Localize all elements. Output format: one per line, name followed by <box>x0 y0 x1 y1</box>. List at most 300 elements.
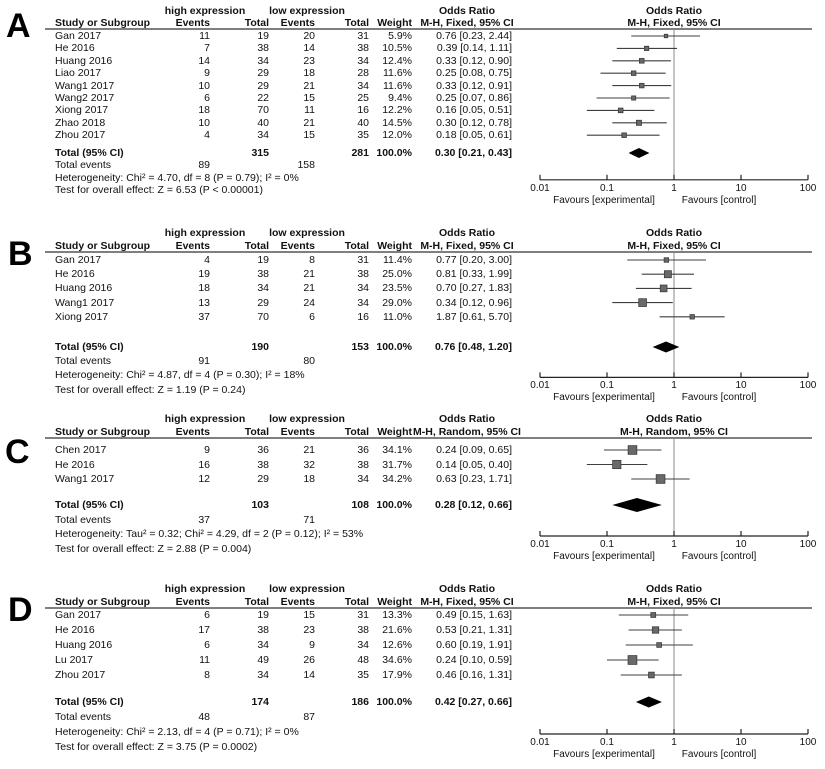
odds-ratio-ci-value: 0.81 [0.33, 1.99] <box>436 268 512 281</box>
events-high-value: 11 <box>199 30 210 42</box>
total-high-value: 38 <box>257 42 269 55</box>
total-low-sum: 108 <box>351 499 369 511</box>
study-name: Lu 2017 <box>55 654 93 666</box>
weight-value: 11.0% <box>383 310 412 323</box>
panel-A <box>0 0 825 222</box>
heterogeneity-text: Heterogeneity: Chi² = 4.70, df = 8 (P = 0.79); I² = 0% <box>55 171 299 184</box>
group-header-low-expression: low expression <box>269 413 345 425</box>
column-header-total-low: Total <box>344 596 369 608</box>
events-low-value: 8 <box>309 254 315 266</box>
odds-ratio-ci-value: 0.63 [0.23, 1.71] <box>436 473 512 485</box>
total-high-value: 34 <box>257 639 269 651</box>
favours-control-label: Favours [control] <box>681 194 757 206</box>
plot-title-odds-ratio: Odds Ratio <box>645 413 702 425</box>
total-high-value: 19 <box>257 609 269 621</box>
favours-control-label: Favours [control] <box>681 551 757 562</box>
axis-tick-label: 0.1 <box>600 182 614 194</box>
study-name: Xiong 2017 <box>55 104 109 117</box>
events-high-value: 13 <box>198 296 210 309</box>
weight-value: 31.7% <box>382 458 412 471</box>
panel-label: A <box>6 7 31 45</box>
total-high-value: 38 <box>257 268 269 281</box>
axis-tick-label: 100 <box>799 380 817 392</box>
total-low-value: 34 <box>357 296 369 309</box>
events-high-value: 12 <box>198 473 210 485</box>
events-low-value: 21 <box>303 444 315 456</box>
favours-experimental-label: Favours [experimental] <box>553 194 655 206</box>
axis-tick-label: 10 <box>735 539 747 550</box>
total-odds-ratio-ci: 0.30 [0.21, 0.43] <box>434 147 512 159</box>
total-row-label: Total (95% CI) <box>55 341 124 353</box>
total-high-value: 22 <box>257 92 269 104</box>
total-low-value: 48 <box>357 654 369 666</box>
weight-value: 21.6% <box>382 624 412 636</box>
total-row-label: Total (95% CI) <box>55 499 124 511</box>
column-header-total-high: Total <box>244 17 269 29</box>
panel-B <box>0 222 825 408</box>
axis-tick-label: 1 <box>671 380 677 392</box>
total-low-value: 34 <box>357 282 369 295</box>
overall-effect-text: Test for overall effect: Z = 6.53 (P < 0.00001) <box>55 184 263 197</box>
column-header-events-low: Events <box>280 17 315 29</box>
axis-tick-label: 0.1 <box>600 539 614 550</box>
axis-tick-label: 100 <box>799 539 817 550</box>
events-low-value: 21 <box>303 268 315 281</box>
column-header-total-low: Total <box>344 17 369 29</box>
weight-value: 14.5% <box>382 116 412 129</box>
events-high-value: 10 <box>198 79 210 92</box>
events-low-value: 18 <box>303 67 315 80</box>
column-header-events-low: Events <box>280 426 315 438</box>
effect-square <box>656 475 665 484</box>
events-high-value: 37 <box>198 310 210 323</box>
total-odds-ratio-ci: 0.42 [0.27, 0.66] <box>434 696 512 708</box>
total-events-label: Total events <box>55 159 112 172</box>
column-header-total-low: Total <box>344 240 369 252</box>
study-name: He 2016 <box>55 268 95 281</box>
total-events-high: 48 <box>198 711 210 723</box>
total-low-value: 40 <box>357 116 369 129</box>
study-name: Zhou 2017 <box>55 129 106 142</box>
group-header-high-expression: high expression <box>164 413 246 425</box>
total-low-value: 31 <box>357 254 369 266</box>
events-high-value: 14 <box>198 54 210 67</box>
axis-tick-label: 100 <box>799 737 817 748</box>
total-low-value: 38 <box>357 42 369 55</box>
total-low-value: 34 <box>357 473 369 485</box>
total-events-low: 87 <box>303 711 315 723</box>
plot-subtitle-method-ci: M-H, Fixed, 95% CI <box>627 17 721 29</box>
total-high-value: 29 <box>257 79 269 92</box>
events-high-value: 16 <box>198 458 210 471</box>
column-header-weight: Weight <box>377 596 412 608</box>
weight-value: 11.4% <box>383 254 412 266</box>
favours-control-label: Favours [control] <box>681 392 757 404</box>
total-low-value: 28 <box>357 67 369 80</box>
study-name: He 2016 <box>55 458 95 471</box>
weight-value: 34.6% <box>382 654 412 666</box>
column-group-odds-ratio: Odds Ratio <box>438 413 495 425</box>
panel-label: D <box>8 591 33 629</box>
effect-square <box>628 656 637 665</box>
total-low-value: 16 <box>357 104 369 117</box>
study-name: Gan 2017 <box>55 254 102 266</box>
weight-value: 17.9% <box>382 669 412 681</box>
weight-value: 12.4% <box>382 54 412 67</box>
odds-ratio-ci-value: 0.49 [0.15, 1.63] <box>436 609 512 621</box>
effect-square <box>660 285 667 292</box>
odds-ratio-ci-value: 0.53 [0.21, 1.31] <box>436 624 512 636</box>
total-low-value: 36 <box>357 444 369 456</box>
total-row-label: Total (95% CI) <box>55 147 124 159</box>
pooled-diamond <box>636 697 662 708</box>
total-low-value: 25 <box>357 92 369 104</box>
total-low-value: 16 <box>357 310 369 323</box>
effect-square <box>639 58 644 63</box>
odds-ratio-ci-value: 0.25 [0.07, 0.86] <box>436 92 512 104</box>
total-high-sum: 315 <box>251 147 269 159</box>
total-weight: 100.0% <box>376 341 412 353</box>
weight-value: 10.5% <box>382 42 412 55</box>
total-low-value: 38 <box>357 624 369 636</box>
column-header-events-low: Events <box>280 596 315 608</box>
odds-ratio-ci-value: 0.34 [0.12, 0.96] <box>436 296 512 309</box>
total-row-label: Total (95% CI) <box>55 696 124 708</box>
weight-value: 29.0% <box>382 296 412 309</box>
group-header-low-expression: low expression <box>269 583 345 595</box>
total-high-sum: 103 <box>251 499 269 511</box>
column-header-method-ci: M-H, Fixed, 95% CI <box>420 240 514 252</box>
events-high-value: 6 <box>204 639 210 651</box>
odds-ratio-ci-value: 0.33 [0.12, 0.90] <box>436 54 512 67</box>
study-name: Zhao 2018 <box>55 116 106 129</box>
heterogeneity-text: Heterogeneity: Tau² = 0.32; Chi² = 4.29, df = 2 (P = 0.12); I² = 53% <box>55 528 364 540</box>
pooled-diamond <box>653 342 680 353</box>
axis-tick-label: 100 <box>799 182 817 194</box>
events-high-value: 6 <box>204 92 210 104</box>
favours-control-label: Favours [control] <box>681 749 757 760</box>
column-header-weight: Weight <box>377 240 412 252</box>
axis-tick-label: 1 <box>671 539 677 550</box>
effect-square <box>632 96 636 100</box>
events-low-value: 14 <box>303 669 315 681</box>
odds-ratio-ci-value: 0.14 [0.05, 0.40] <box>436 458 512 471</box>
effect-square <box>644 46 648 50</box>
events-low-value: 15 <box>303 92 315 104</box>
total-high-value: 49 <box>257 654 269 666</box>
effect-square <box>639 83 644 88</box>
events-low-value: 14 <box>303 42 315 55</box>
plot-title-odds-ratio: Odds Ratio <box>645 583 702 595</box>
total-low-value: 35 <box>357 129 369 142</box>
effect-square <box>649 672 655 678</box>
column-header-events-high: Events <box>175 596 210 608</box>
study-name: He 2016 <box>55 624 95 636</box>
column-header-total-low: Total <box>344 426 369 438</box>
events-low-value: 21 <box>303 282 315 295</box>
axis-tick-label: 0.01 <box>530 737 550 748</box>
total-high-value: 34 <box>257 282 269 295</box>
total-high-value: 70 <box>257 310 269 323</box>
total-odds-ratio-ci: 0.28 [0.12, 0.66] <box>434 499 512 511</box>
total-low-value: 34 <box>357 54 369 67</box>
total-low-sum: 186 <box>351 696 369 708</box>
heterogeneity-text: Heterogeneity: Chi² = 4.87, df = 4 (P = 0.30); I² = 18% <box>55 369 305 382</box>
favours-experimental-label: Favours [experimental] <box>553 551 655 562</box>
axis-tick-label: 0.01 <box>530 182 550 194</box>
study-name: Xiong 2017 <box>55 310 109 323</box>
total-odds-ratio-ci: 0.76 [0.48, 1.20] <box>434 341 512 353</box>
study-name: Wang1 2017 <box>55 473 115 485</box>
column-header-total-high: Total <box>244 596 269 608</box>
total-low-sum: 281 <box>351 147 369 159</box>
study-name: Liao 2017 <box>55 67 102 80</box>
panel-label: C <box>5 433 30 471</box>
odds-ratio-ci-value: 0.30 [0.12, 0.78] <box>436 116 512 129</box>
events-low-value: 21 <box>303 79 315 92</box>
pooled-diamond <box>629 148 650 158</box>
weight-value: 12.2% <box>382 104 412 117</box>
events-high-value: 6 <box>204 609 210 621</box>
panel-C <box>0 408 825 578</box>
study-name: He 2016 <box>55 42 95 55</box>
panel-D <box>0 578 825 769</box>
events-high-value: 11 <box>199 654 210 666</box>
study-name: Huang 2016 <box>55 639 113 651</box>
effect-square <box>664 258 669 263</box>
total-events-label: Total events <box>55 513 112 526</box>
column-header-method-ci: M-H, Fixed, 95% CI <box>420 17 514 29</box>
weight-value: 25.0% <box>382 268 412 281</box>
weight-value: 23.5% <box>382 282 412 295</box>
total-events-label: Total events <box>55 355 112 368</box>
total-weight: 100.0% <box>376 499 412 511</box>
events-high-value: 4 <box>204 254 210 266</box>
total-high-value: 34 <box>257 129 269 142</box>
events-low-value: 18 <box>303 473 315 485</box>
axis-tick-label: 0.01 <box>530 539 550 550</box>
column-header-events-low: Events <box>280 240 315 252</box>
events-high-value: 19 <box>198 268 210 281</box>
total-high-value: 38 <box>257 458 269 471</box>
axis-tick-label: 10 <box>735 380 747 392</box>
weight-value: 13.3% <box>382 609 412 621</box>
study-name: Gan 2017 <box>55 609 102 621</box>
events-low-value: 23 <box>303 54 315 67</box>
effect-square <box>628 446 637 455</box>
total-weight: 100.0% <box>376 696 412 708</box>
total-events-high: 89 <box>198 159 210 172</box>
total-weight: 100.0% <box>376 147 412 159</box>
total-high-value: 40 <box>257 116 269 129</box>
axis-tick-label: 1 <box>671 182 677 194</box>
overall-effect-text: Test for overall effect: Z = 2.88 (P = 0.004) <box>55 542 252 555</box>
events-low-value: 15 <box>303 609 315 621</box>
axis-tick-label: 10 <box>735 737 747 748</box>
events-high-value: 4 <box>204 129 210 142</box>
study-name: Wang1 2017 <box>55 79 115 92</box>
total-events-high: 91 <box>198 355 210 368</box>
group-header-high-expression: high expression <box>164 227 246 239</box>
effect-square <box>636 120 641 125</box>
odds-ratio-ci-value: 0.76 [0.23, 2.44] <box>436 30 512 42</box>
effect-square <box>631 71 636 76</box>
column-group-odds-ratio: Odds Ratio <box>438 5 495 17</box>
effect-square <box>622 133 627 138</box>
total-high-value: 38 <box>257 624 269 636</box>
odds-ratio-ci-value: 0.46 [0.16, 1.31] <box>436 669 512 681</box>
odds-ratio-ci-value: 0.24 [0.09, 0.65] <box>436 444 512 456</box>
axis-tick-label: 10 <box>735 182 747 194</box>
study-name: Chen 2017 <box>55 444 107 456</box>
favours-experimental-label: Favours [experimental] <box>553 392 655 404</box>
odds-ratio-ci-value: 0.18 [0.05, 0.61] <box>436 129 512 142</box>
column-group-odds-ratio: Odds Ratio <box>438 227 495 239</box>
overall-effect-text: Test for overall effect: Z = 1.19 (P = 0.24) <box>55 383 246 396</box>
column-header-study: Study or Subgroup <box>55 240 151 252</box>
group-header-low-expression: low expression <box>269 5 345 17</box>
total-events-low: 158 <box>297 159 315 172</box>
plot-subtitle-method-ci: M-H, Random, 95% CI <box>620 426 728 438</box>
events-low-value: 32 <box>303 458 315 471</box>
plot-subtitle-method-ci: M-H, Fixed, 95% CI <box>627 596 721 608</box>
events-low-value: 11 <box>304 104 315 117</box>
effect-square <box>664 34 667 37</box>
column-header-events-high: Events <box>175 17 210 29</box>
weight-value: 9.4% <box>388 92 412 104</box>
events-high-value: 9 <box>204 67 210 80</box>
column-header-study: Study or Subgroup <box>55 426 151 438</box>
column-header-events-high: Events <box>175 426 210 438</box>
column-header-method-ci: M-H, Random, 95% CI <box>413 426 521 438</box>
weight-value: 34.2% <box>382 473 412 485</box>
total-low-value: 34 <box>357 639 369 651</box>
axis-tick-label: 1 <box>671 737 677 748</box>
total-high-value: 34 <box>257 669 269 681</box>
odds-ratio-ci-value: 1.87 [0.61, 5.70] <box>436 310 512 323</box>
group-header-high-expression: high expression <box>164 5 246 17</box>
odds-ratio-ci-value: 0.70 [0.27, 1.83] <box>436 282 512 295</box>
total-high-value: 19 <box>257 254 269 266</box>
total-low-value: 31 <box>357 609 369 621</box>
total-low-value: 38 <box>357 268 369 281</box>
events-low-value: 15 <box>303 129 315 142</box>
heterogeneity-text: Heterogeneity: Chi² = 2.13, df = 4 (P = 0.71); I² = 0% <box>55 726 299 738</box>
total-high-value: 19 <box>257 30 269 42</box>
group-header-high-expression: high expression <box>164 583 246 595</box>
column-header-total-high: Total <box>244 240 269 252</box>
odds-ratio-ci-value: 0.24 [0.10, 0.59] <box>436 654 512 666</box>
column-header-weight: Weight <box>377 17 412 29</box>
total-high-value: 29 <box>257 296 269 309</box>
events-high-value: 18 <box>198 104 210 117</box>
events-low-value: 23 <box>303 624 315 636</box>
study-name: Wang2 2017 <box>55 92 115 104</box>
odds-ratio-ci-value: 0.60 [0.19, 1.91] <box>436 639 512 651</box>
events-low-value: 24 <box>303 296 315 309</box>
effect-square <box>639 299 647 307</box>
column-header-study: Study or Subgroup <box>55 596 151 608</box>
study-name: Gan 2017 <box>55 30 102 42</box>
odds-ratio-ci-value: 0.16 [0.05, 0.51] <box>436 104 512 117</box>
column-header-total-high: Total <box>244 426 269 438</box>
events-low-value: 21 <box>303 116 315 129</box>
total-high-sum: 174 <box>251 696 269 708</box>
column-header-weight: Weight <box>377 426 412 438</box>
effect-square <box>651 613 656 618</box>
pooled-diamond <box>612 498 662 512</box>
plot-title-odds-ratio: Odds Ratio <box>645 227 702 239</box>
total-high-sum: 190 <box>251 341 269 353</box>
odds-ratio-ci-value: 0.39 [0.14, 1.11] <box>436 42 512 55</box>
weight-value: 12.6% <box>382 639 412 651</box>
total-high-value: 36 <box>257 444 269 456</box>
study-name: Huang 2016 <box>55 282 113 295</box>
events-high-value: 9 <box>204 444 210 456</box>
weight-value: 34.1% <box>382 444 412 456</box>
weight-value: 11.6% <box>383 79 412 92</box>
events-high-value: 18 <box>198 282 210 295</box>
study-name: Zhou 2017 <box>55 669 106 681</box>
total-high-value: 29 <box>257 67 269 80</box>
axis-tick-label: 0.1 <box>600 380 614 392</box>
weight-value: 5.9% <box>388 30 412 42</box>
events-high-value: 7 <box>204 42 210 55</box>
effect-square <box>690 315 694 319</box>
column-header-method-ci: M-H, Fixed, 95% CI <box>420 596 514 608</box>
column-header-study: Study or Subgroup <box>55 17 151 29</box>
axis-tick-label: 0.1 <box>600 737 614 748</box>
total-events-low: 80 <box>303 355 315 368</box>
group-header-low-expression: low expression <box>269 227 345 239</box>
total-low-value: 35 <box>357 669 369 681</box>
overall-effect-text: Test for overall effect: Z = 3.75 (P = 0.0002) <box>55 741 258 753</box>
effect-square <box>613 460 621 468</box>
effect-square <box>652 627 658 633</box>
events-low-value: 6 <box>309 310 315 323</box>
weight-value: 11.6% <box>383 67 412 80</box>
favours-experimental-label: Favours [experimental] <box>553 749 655 760</box>
odds-ratio-ci-value: 0.25 [0.08, 0.75] <box>436 67 512 80</box>
total-high-value: 29 <box>257 473 269 485</box>
total-high-value: 34 <box>257 54 269 67</box>
events-high-value: 10 <box>198 116 210 129</box>
effect-square <box>657 643 662 648</box>
odds-ratio-ci-value: 0.77 [0.20, 3.00] <box>436 254 512 266</box>
study-name: Wang1 2017 <box>55 296 115 309</box>
column-group-odds-ratio: Odds Ratio <box>438 583 495 595</box>
events-high-value: 8 <box>204 669 210 681</box>
total-high-value: 70 <box>257 104 269 117</box>
total-low-value: 38 <box>357 458 369 471</box>
events-low-value: 20 <box>303 30 315 42</box>
total-low-value: 34 <box>357 79 369 92</box>
total-low-sum: 153 <box>351 341 369 353</box>
events-high-value: 17 <box>198 624 210 636</box>
total-events-low: 71 <box>303 513 315 526</box>
total-events-label: Total events <box>55 711 112 723</box>
total-events-high: 37 <box>198 513 210 526</box>
events-low-value: 9 <box>309 639 315 651</box>
effect-square <box>664 271 671 278</box>
plot-title-odds-ratio: Odds Ratio <box>645 5 702 17</box>
events-low-value: 26 <box>303 654 315 666</box>
plot-subtitle-method-ci: M-H, Fixed, 95% CI <box>627 240 721 252</box>
effect-square <box>618 108 623 113</box>
weight-value: 12.0% <box>382 129 412 142</box>
total-low-value: 31 <box>357 30 369 42</box>
axis-tick-label: 0.01 <box>530 380 550 392</box>
